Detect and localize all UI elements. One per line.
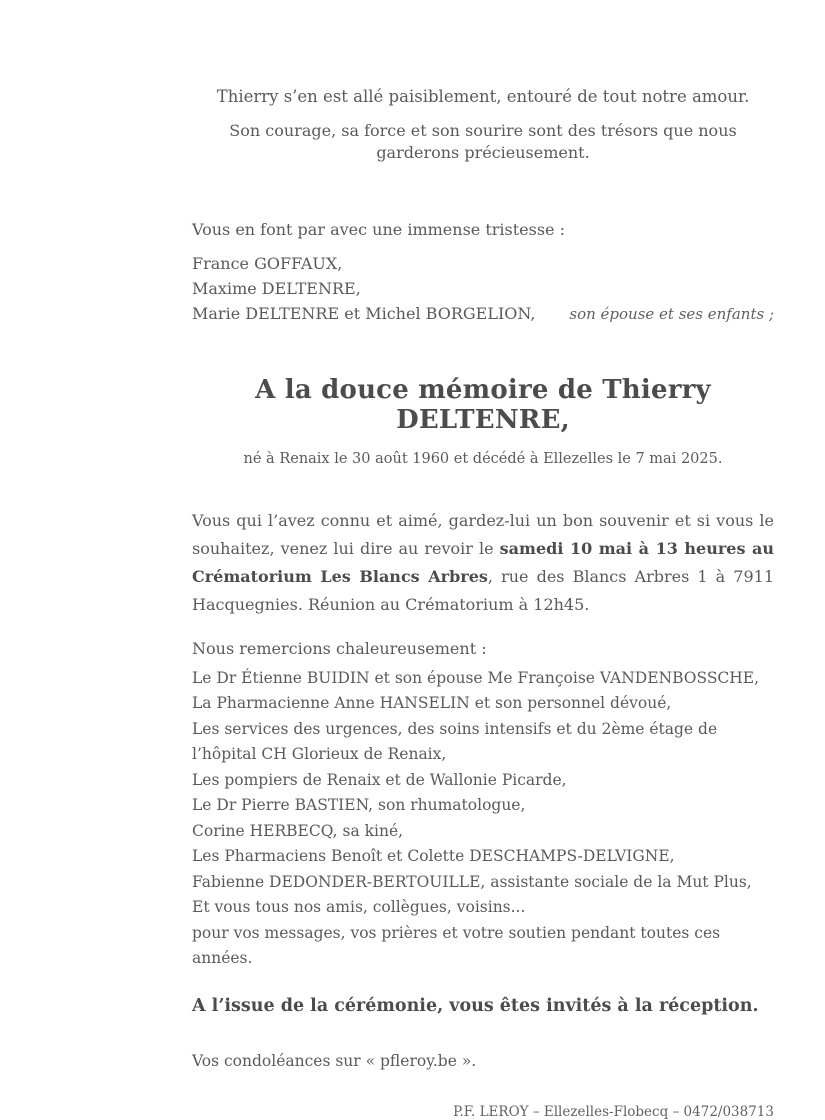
thanks-item: La Pharmacienne Anne HANSELIN et son personnel dévoué, [192, 694, 672, 713]
reception-note: A l’issue de la cérémonie, vous êtes invités à la réception. [192, 995, 759, 1016]
intro-line-2: Son courage, sa force et son sourire sont des trésors que nous garderons précieusement. [229, 121, 737, 163]
thanks-item: pour vos messages, vos prières et votre soutien pendant toutes ces années. [192, 923, 721, 968]
thanks-lead: Nous remercions chaleureusement : [192, 638, 487, 658]
family-list [192, 251, 774, 327]
family-member-name: France GOFFAUX, [192, 253, 343, 273]
thanks-item: Le Dr Étienne BUIDIN et son épouse Me Françoise VANDENBOSSCHE, [192, 668, 760, 687]
family-member-name: Marie DELTENRE et Michel BORGELION, [192, 303, 536, 323]
funeral-home-footer: P.F. LEROY – Ellezelles-Flobecq – 0472/038713 [453, 1103, 774, 1120]
thanks-item: Corine HERBECQ, sa kiné, [192, 821, 404, 840]
thanks-item: Les Pharmaciens Benoît et Colette DESCHAMPS-DELVIGNE, [192, 847, 675, 866]
thanks-item: Et vous tous nos amis, collègues, voisins... [192, 898, 526, 917]
life-dates: né à Renaix le 30 août 1960 et décédé à Ellezelles le 7 mai 2025. [243, 450, 723, 467]
family-member [192, 251, 774, 276]
family-member [192, 301, 774, 327]
ceremony-paragraph [192, 507, 774, 619]
family-member-name: Maxime DELTENRE, [192, 278, 361, 298]
thanks-item: Le Dr Pierre BASTIEN, son rhumatologue, [192, 796, 526, 815]
memorial-announcement-page [192, 0, 774, 1120]
family-member [192, 276, 774, 301]
memorial-title: A la douce mémoire de Thierry DELTENRE, [255, 374, 711, 435]
ceremony-datetime-location: samedi 10 mai à 13 heures au Crématorium Les Blancs Arbres [192, 538, 774, 586]
thanks-item: Les pompiers de Renaix et de Wallonie Picarde, [192, 770, 567, 789]
ceremony-text-after: , rue des Blancs Arbres 1 à 7911 Hacquegnies. Réunion au Crématorium à 12h45. [192, 566, 774, 614]
ceremony-text-before: Vous qui l’avez connu et aimé, gardez-lui un bon souvenir et si vous le souhaitez, venez lui dire au revoir le [192, 510, 774, 558]
thanks-item: Fabienne DEDONDER-BERTOUILLE, assistante sociale de la Mut Plus, [192, 872, 752, 891]
thanks-list [192, 666, 774, 972]
family-relation: son épouse et ses enfants ; [569, 304, 774, 323]
announcement-lead: Vous en font par avec une immense tristesse : [192, 219, 565, 239]
intro-line-1: Thierry s’en est allé paisiblement, entouré de tout notre amour. [216, 87, 750, 106]
condolences-note: Vos condoléances sur « pfleroy.be ». [192, 1051, 477, 1070]
thanks-item: Les services des urgences, des soins intensifs et du 2ème étage de l’hôpital CH Glorieux de Renaix, [192, 719, 718, 764]
